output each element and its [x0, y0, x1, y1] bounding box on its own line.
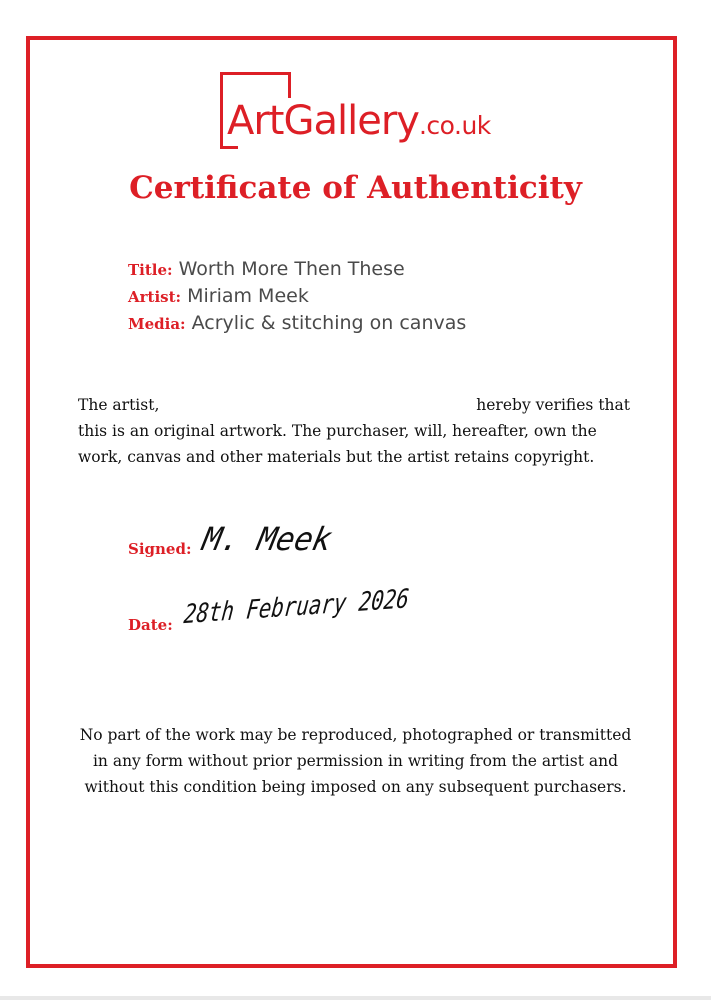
notice-line-1: No part of the work may be reproduced, photographed or transmitted [79, 726, 632, 744]
authenticity-statement [78, 392, 630, 470]
media-label: Media: [128, 315, 186, 333]
logo-tld: .co.uk [418, 111, 491, 140]
artist-value: Miriam Meek [187, 285, 309, 307]
notice-line-3: without this condition being imposed on any subsequent purchasers. [84, 778, 627, 796]
logo-name: ArtGallery [227, 98, 419, 144]
handwritten-date: 28th February 2026 [182, 584, 411, 631]
statement-line-2: this is an original artwork. The purchaser, will, hereafter, own the [78, 422, 597, 440]
logo-wordmark [227, 98, 491, 144]
handwritten-signature: M. Meek [199, 520, 336, 558]
statement-line-1-end: hereby verifies that [476, 396, 630, 414]
page-edge [0, 996, 711, 1000]
detail-row-title [128, 258, 466, 285]
certificate-title: Certificate of Authenticity [129, 170, 582, 206]
signed-label: Signed: [128, 540, 192, 558]
notice-line-2: in any form without prior permission in writing from the artist and [92, 752, 619, 770]
detail-row-artist [128, 285, 466, 312]
statement-line-3: work, canvas and other materials but the artist retains copyright. [78, 448, 595, 466]
artgallery-logo [220, 72, 520, 152]
statement-line-1-start: The artist, [78, 396, 160, 414]
date-label: Date: [128, 616, 173, 634]
detail-row-media [128, 312, 466, 339]
title-value: Worth More Then These [178, 258, 405, 280]
copyright-notice [0, 722, 711, 800]
statement-line-1 [78, 392, 630, 418]
media-value: Acrylic & stitching on canvas [191, 312, 467, 334]
title-label: Title: [128, 261, 173, 279]
artwork-details [128, 258, 466, 339]
artist-label: Artist: [128, 288, 182, 306]
